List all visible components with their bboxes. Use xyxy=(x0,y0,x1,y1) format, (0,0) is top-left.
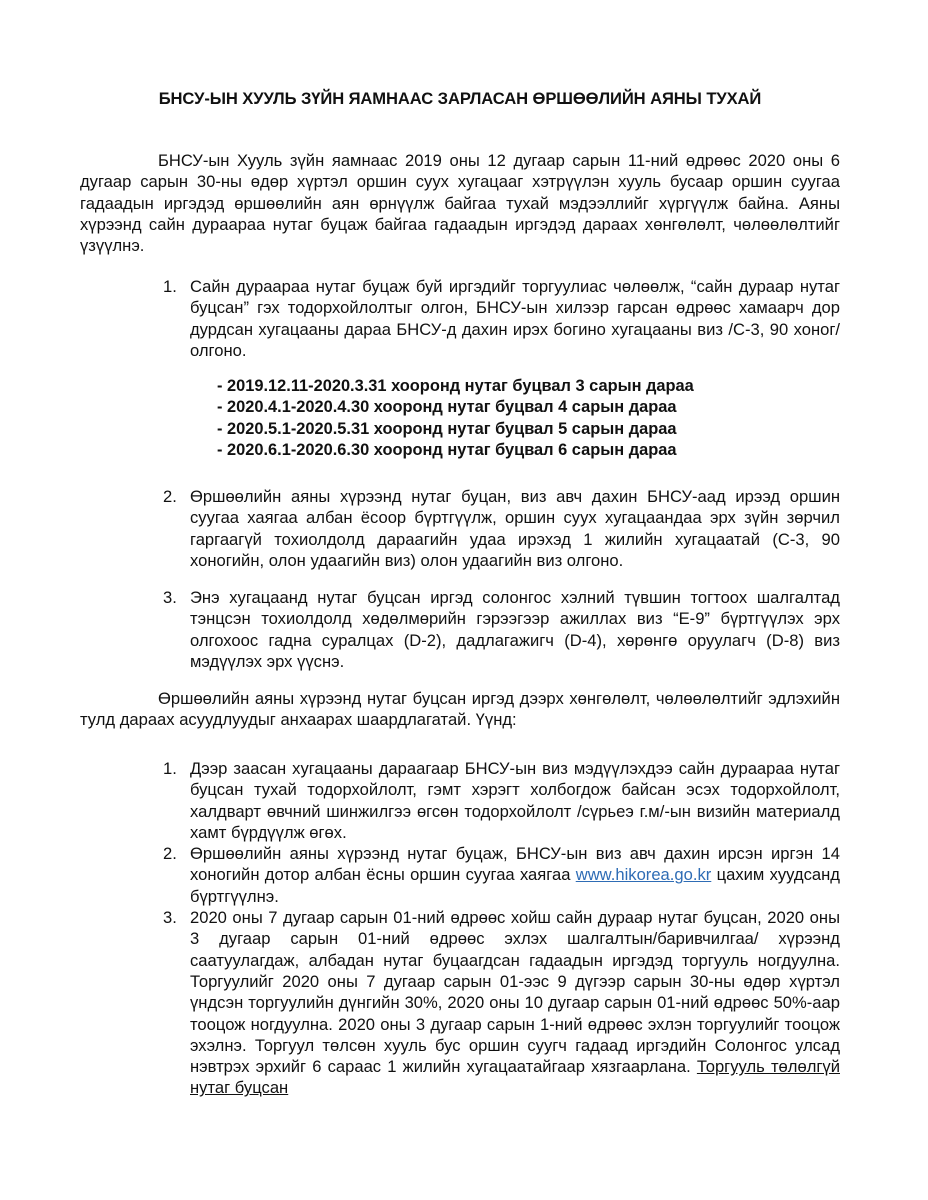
underlined-text: Торгууль төлөлгүй нутаг буцсан xyxy=(190,1057,840,1098)
list-item xyxy=(163,276,840,361)
list-text: Өршөөлийн аяны хүрээнд нутаг буцаж, БНСУ-ын виз авч дахин ирсэн иргэн 14 хоногийн дотор албан ёсны оршин суугаа хаягаа xyxy=(190,844,840,885)
list-number: 2. xyxy=(163,487,177,506)
list-text: цахим хуудсанд бүртгүүлнэ. xyxy=(190,865,840,906)
benefits-list-item-1 xyxy=(163,276,840,361)
list-number: 3. xyxy=(163,908,177,928)
list-item xyxy=(163,486,840,571)
list-text: 2020 оны 7 дугаар сарын 01-ний өдрөөс хойш сайн дураар нутаг буцсан, 2020 оны 3 дугаар сарын 01-ний өдрөөс эхлэх шалгалтын/баривчилгаа/ хүрээнд саатуулагдаж, албадан нутаг буцаагдсан гадаадын иргэдэд торгууль ногдуулна. Торгуулийг 2020 оны 7 дугаар сарын 01-ээс 9 дүгээр сарын 30-ны өдөр хүртэл үндсэн торгуулийн дүнгийн 30%, 2020 оны 10 дугаар сарын 01-ний өдрөөс 50%-аар тооцож ногдуулна. 2020 оны 3 дугаар сарын 1-ний өдрөөс эхлэн торгуулийг тооцож эхэлнэ. Торгуул төлсөн хууль бус оршин суугч гадаад иргэдийн Солонгос улсад нэвтрэх эрхийг 6 сараас 1 жилийн хугацаатайгаар хязгаарлана. xyxy=(190,908,840,1077)
list-number: 2. xyxy=(163,844,177,864)
hikorea-link[interactable]: www.hikorea.go.kr xyxy=(575,865,712,885)
schedule-item: - 2020.5.1-2020.5.31 хооронд нутаг буцвал 5 сарын дараа xyxy=(217,419,677,438)
document-title: БНСУ-ЫН ХУУЛЬ ЗҮЙН ЯАМНААС ЗАРЛАСАН ӨРШӨӨЛИЙН АЯНЫ ТУХАЙ xyxy=(158,89,762,108)
list-text: Сайн дураараа нутаг буцаж буй иргэдийг торгуулиас чөлөөлж, “сайн дураар нутаг буцсан” гэх тодорхойлолтыг олгон, БНСУ-ын хилээр гарсан өдрөөс хамаарч дор дурдсан хугацааны дараа БНСУ-д дахин ирэх богино хугацааны виз /С-3, 90 хоног/ олгоно. xyxy=(190,277,840,360)
list-item xyxy=(163,587,840,672)
list-item xyxy=(163,907,840,1099)
benefits-list-item-2 xyxy=(163,486,840,571)
benefits-list-item-3 xyxy=(163,587,840,672)
list-item xyxy=(163,758,840,843)
list-number: 3. xyxy=(163,588,177,607)
list-number: 1. xyxy=(163,277,177,296)
schedule-item: - 2020.4.1-2020.4.30 хооронд нутаг буцвал 4 сарын дараа xyxy=(217,398,677,417)
requirements-list xyxy=(163,758,840,1099)
list-text: Энэ хугацаанд нутаг буцсан иргэд солонгос хэлний түвшин тогтоох шалгалтад тэнцсэн тохиолдолд хөдөлмөрийн гэрээгээр ажиллах виз “E-9” бүртгүүлэх эрх олгохоос гадна суралцах (D-2), дадлагажигч (D-4), хөрөнгө оруулагч (D-8) виз мэдүүлэх эрх үүснэ. xyxy=(190,588,840,671)
intro-paragraph: БНСУ-ын Хууль зүйн яамнаас 2019 оны 12 дугаар сарын 11-ний өдрөөс 2020 оны 6 дугаар сарын 30-ны өдөр хүртэл оршин суух хугацааг хэтрүүлэн хууль бусаар оршин суугаа гадаадын иргэдэд өршөөлийн аян өрнүүлж байгаа тухай мэдээллийг хүргүүлж байна. Аяны хүрээнд сайн дураараа нутаг буцаж байгаа гадаадын иргэдэд дараах хөнгөлөлт, чөлөөлөлтийг үзүүлнэ. xyxy=(80,151,840,256)
schedule-item: - 2020.6.1-2020.6.30 хооронд нутаг буцвал 6 сарын дараа xyxy=(217,441,677,460)
schedule-item: - 2019.12.11-2020.3.31 хооронд нутаг буцвал 3 сарын дараа xyxy=(217,377,694,395)
list-item xyxy=(163,843,840,907)
list-number: 1. xyxy=(163,759,177,778)
schedule-list xyxy=(217,376,694,462)
requirements-intro-paragraph: Өршөөлийн аяны хүрээнд нутаг буцсан иргэд дээрх хөнгөлөлт, чөлөөлөлтийг эдлэхийн тулд дараах асуудлуудыг анхаарах шаардлагатай. Үүнд: xyxy=(80,689,840,730)
list-text: Өршөөлийн аяны хүрээнд нутаг буцан, виз авч дахин БНСУ-аад ирээд оршин суугаа хаягаа албан ёсоор бүртгүүлж, оршин суух хугацаандаа эрх зүйн зөрчил гаргаагүй тохиолдолд дараагийн удаа ирэхэд 1 жилийн хугацаатай (С-3, 90 хоногийн, олон удаагийн виз) олон удаагийн виз олгоно. xyxy=(190,487,840,570)
list-text: Дээр заасан хугацааны дараагаар БНСУ-ын виз мэдүүлэхдээ сайн дураараа нутаг буцсан тухай тодорхойлолт, гэмт хэрэгт холбогдож байсан эсэх тодорхойлолт, халдварт өвчний шинжилгээ өгсөн тодорхойлолт /сүрьеэ г.м/-ын визийн материалд хамт бүрдүүлж өгөх. xyxy=(190,759,840,842)
